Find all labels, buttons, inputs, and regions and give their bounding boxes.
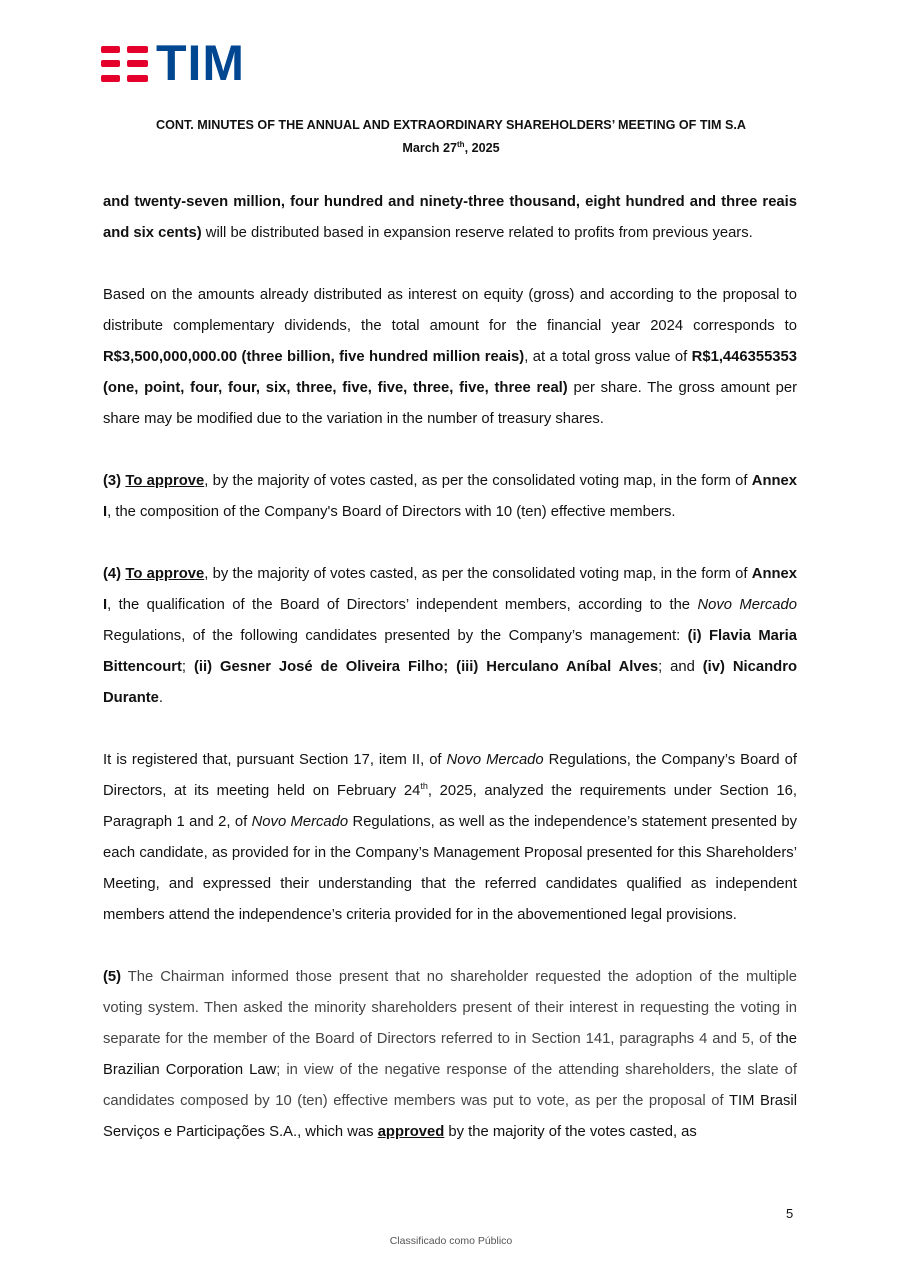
document-body bbox=[103, 187, 797, 1179]
paragraph-distribution: and twenty-seven million, four hundred and ninety-three thousand, eight hundred and three reais and six cents) will be distributed based in expansion reserve related to profits from previous years. bbox=[103, 194, 797, 241]
paragraph-item-4: (4) To approve, by the majority of votes casted, as per the consolidated voting map, in the form of Annex I, the qualification of the Board of Directors’ independent members, according to the Novo Mercado Regulations, of the following candidates presented by the Company’s management: (i) Flavia Maria Bittencourt; (ii) Gesner José de Oliveira Filho; (iii) Herculano Aníbal Alves; and (iv) Nicandro Durante. bbox=[103, 566, 798, 706]
paragraph-independence-registration: It is registered that, pursuant Section 17, item II, of Novo Mercado Regulations, the Company’s Board of Directors, at its meeting held on February 24th, 2025, analyzed the requirements under Section 16, Paragraph 1 and 2, of Novo Mercado Regulations, as well as the independence’s statement presented by each candidate, as provided for in the Company’s Management Proposal presented for this Shareholders’ Meeting, and expressed their understanding that the referred candidates qualified as independent members attend the independence’s criteria provided for in the abovementioned legal provisions. bbox=[103, 752, 798, 923]
header-date: March 27th, 2025 bbox=[402, 140, 500, 156]
page-number: 5 bbox=[786, 1206, 794, 1221]
paragraph-item-5: (5) The Chairman informed those present that no shareholder requested the adoption of the multiple voting system. Then asked the minority shareholders present of their interest in requesting the voting in separate for the member of the Board of Directors referred to in Section 141, paragraphs 4 and 5, of the Brazilian Corporation Law; in view of the negative response of the attending shareholders, the slate of candidates composed by 10 (ten) effective members was put to vote, as per the proposal of TIM Brasil Serviços e Participações S.A., which was approved by the majority of the votes casted, as bbox=[103, 969, 797, 1140]
tim-logo bbox=[101, 35, 251, 91]
paragraph-total-amount: Based on the amounts already distributed as interest on equity (gross) and according to the proposal to distribute complementary dividends, the total amount for the financial year 2024 corresponds to R$3,500,000,000.00 (three billion, five hundred million reais), at a total gross value of R$1,446355353 (one, point, four, four, six, three, five, five, three, five, three real) per share. The gross amount per share may be modified due to the variation in the number of treasury shares. bbox=[103, 287, 797, 427]
classification-label: Classificado como Público bbox=[389, 1235, 513, 1247]
tim-logo-text: TIM bbox=[156, 35, 246, 91]
header-title: CONT. MINUTES OF THE ANNUAL AND EXTRAORDINARY SHAREHOLDERS’ MEETING OF TIM S.A bbox=[155, 118, 747, 132]
paragraph-item-3: (3) To approve, by the majority of votes casted, as per the consolidated voting map, in the form of Annex I, the composition of the Company's Board of Directors with 10 (ten) effective members. bbox=[103, 473, 798, 520]
document-header bbox=[0, 116, 902, 158]
